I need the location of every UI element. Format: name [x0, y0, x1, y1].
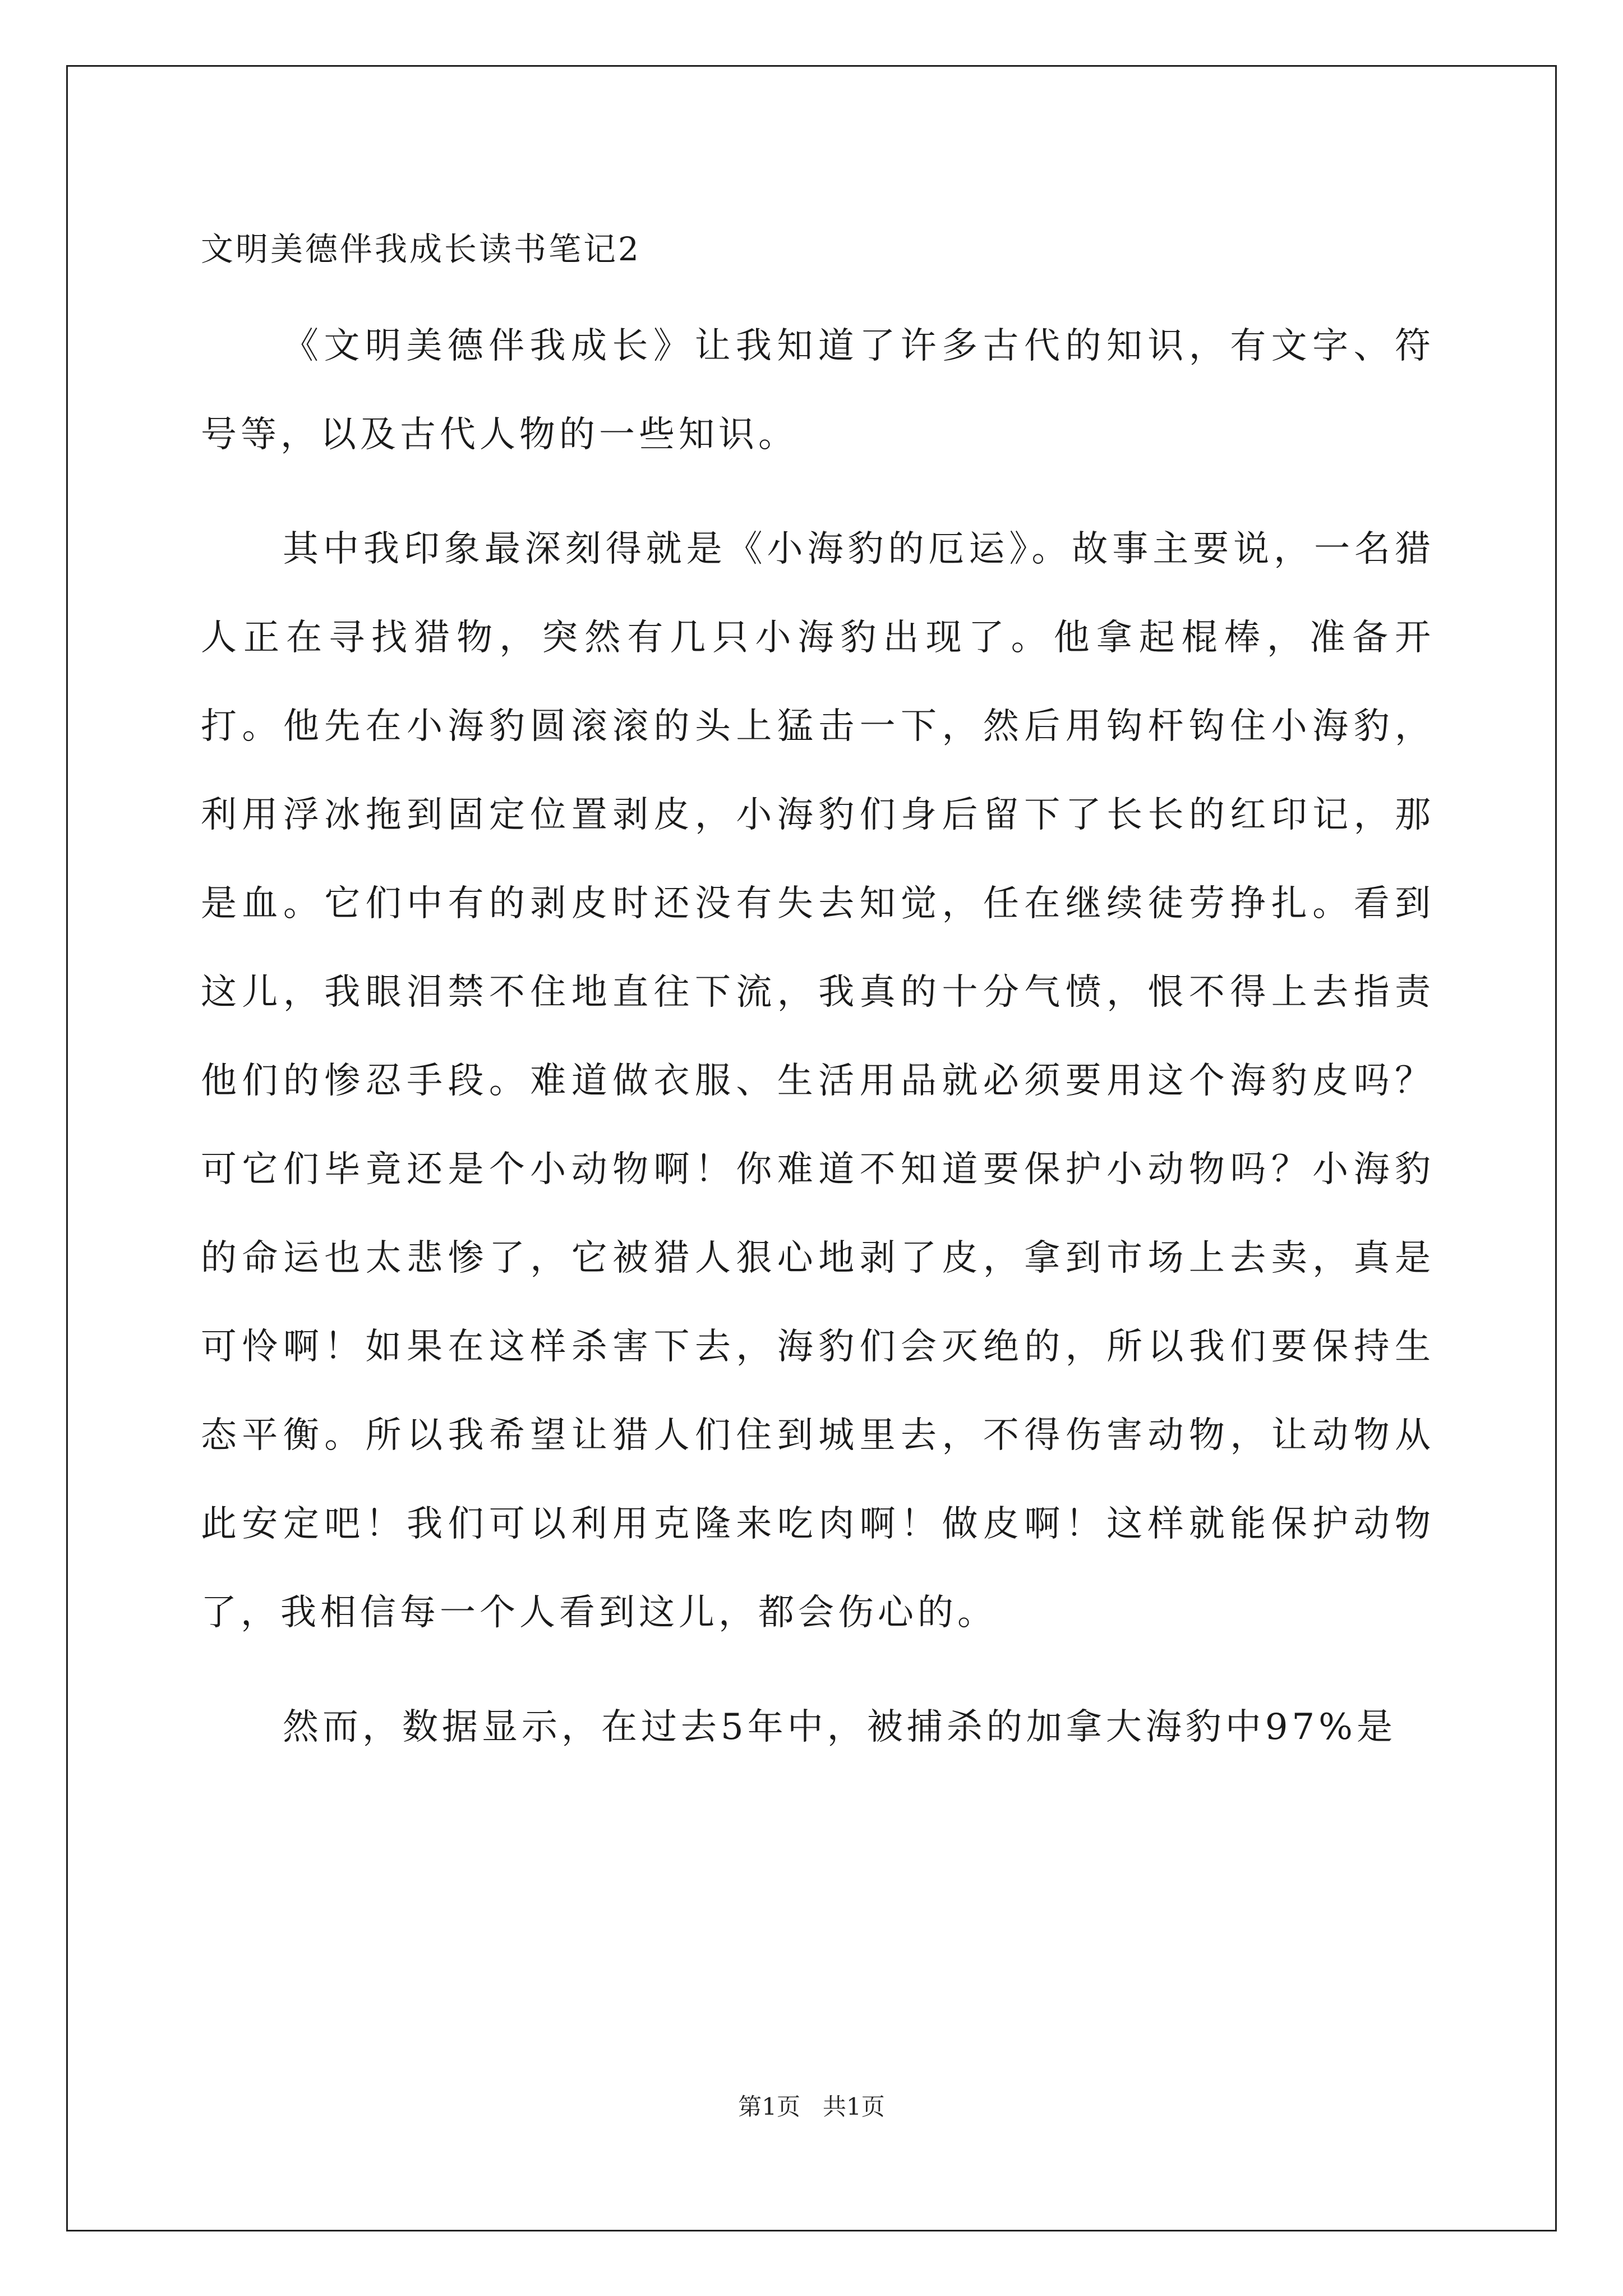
page-number-footer: 第1页 共1页: [738, 2093, 885, 2120]
paragraph-data: 然而，数据显示，在过去5年中，被捕杀的加拿大海豹中97%是: [283, 1706, 1396, 1748]
paragraph-intro: 《文明美德伴我成长》让我知道了许多古代的知识，有文字、符号等，以及古代人物的一些知识。: [201, 325, 1435, 455]
paragraph-seal-story: 其中我印象最深刻得就是《小海豹的厄运》。故事主要说，一名猎人正在寻找猎物，突然有几只小海豹出现了。他拿起棍棒，准备开打。他先在小海豹圆滚滚的头上猛击一下，然后用钩杆钩住小海豹，利用浮冰拖到固定位置剥皮，小海豹们身后留下了长长的红印记，那是血。它们中有的剥皮时还没有失去知觉，任在继续徒劳挣扎。看到这儿，我眼泪禁不住地直往下流，我真的十分气愤，恨不得上去指责他们的惨忍手段。难道做衣服、生活用品就必须要用这个海豹皮吗？可它们毕竟还是个小动物啊！你难道不知道要保护小动物吗？小海豹的命运也太悲惨了，它被猎人狠心地剥了皮，拿到市场上去卖，真是可怜啊！如果在这样杀害下去，海豹们会灭绝的，所以我们要保持生态平衡。所以我希望让猎人们住到城里去，不得伤害动物，让动物从此安定吧！我们可以利用克隆来吃肉啊！做皮啊！这样就能保护动物了，我相信每一个人看到这儿，都会伤心的。: [201, 528, 1435, 1634]
document-title: 文明美德伴我成长读书笔记2: [201, 230, 641, 268]
document-body: [201, 222, 1435, 1772]
